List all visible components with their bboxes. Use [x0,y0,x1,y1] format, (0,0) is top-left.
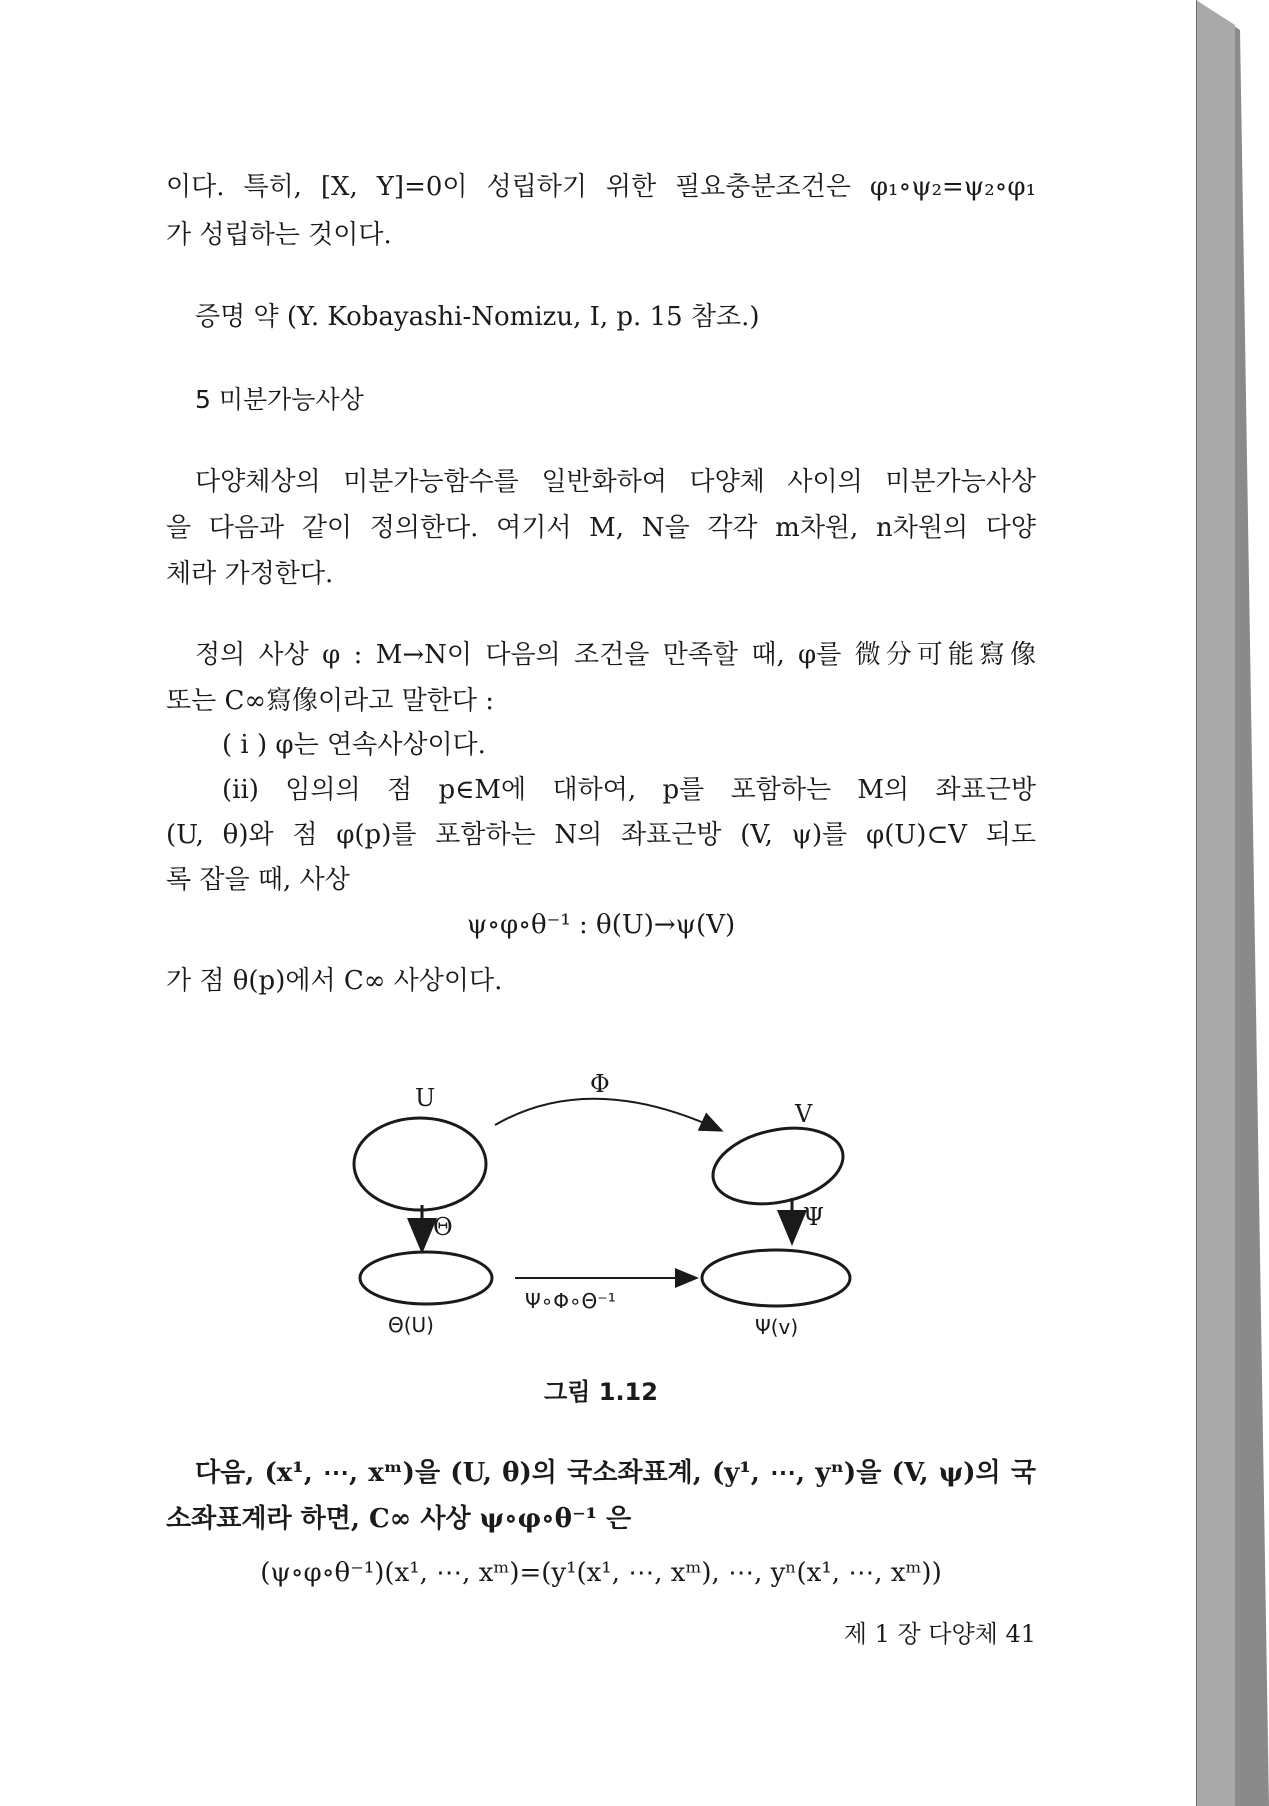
label-Phi: Φ [590,1070,610,1098]
label-ThetaU: Θ(U) [388,1313,434,1337]
set-U-ellipse [354,1118,486,1210]
text-line: 소좌표계라 하면, C∞ 사상 ψ∘φ∘θ⁻¹ 은 [166,1504,632,1534]
label-U: U [415,1084,436,1112]
text-line: 록 잡을 때, 사상 [166,865,350,895]
section-heading: 5 미분가능사상 [195,385,364,414]
text-line: 이다. 특히, [X, Y]=0이 성립하기 위한 필요충분조건은 φ₁∘ψ₂=ψ₂∘φ₁ [166,172,1036,202]
definition-line: 정의 사상 φ : M→N이 다음의 조건을 만족할 때, φ를 微分可能寫像 [195,640,1036,670]
text-line: 가 성립하는 것이다. [166,220,392,250]
proof-note: 증명 약 (Y. Kobayashi-Nomizu, I, p. 15 참조.) [195,302,760,332]
label-V: V [795,1100,813,1128]
label-Theta: Θ [433,1213,453,1241]
figure-caption: 그림 1.12 [544,1378,658,1406]
text-line: (U, θ)와 점 φ(p)를 포함하는 N의 좌표근방 (V, ψ)를 φ(U)⊂V 되도 [166,820,1036,850]
text-line: 체라 가정한다. [166,559,334,589]
label-Psi: Ψ [803,1203,825,1231]
formula: ψ∘φ∘θ⁻¹ : θ(U)→ψ(V) [466,910,736,940]
set-PsiV-ellipse [702,1250,850,1306]
page-footer: 제 1 장 다양체 41 [843,1620,1036,1648]
condition-item: (ii) 임의의 점 p∈M에 대하여, p를 포함하는 M의 좌표근방 [222,775,1036,805]
text-line: 을 다음과 같이 정의한다. 여기서 M, N을 각각 m차원, n차원의 다양 [166,513,1036,543]
phi-arrow [495,1099,720,1130]
text-line: 다양체상의 미분가능함수를 일반화하여 다양체 사이의 미분가능사상 [195,467,1036,497]
label-composite: Ψ∘Φ∘Θ⁻¹ [525,1289,616,1313]
set-V-ellipse [706,1117,850,1215]
set-ThetaU-ellipse [360,1252,492,1304]
text-line: 가 점 θ(p)에서 C∞ 사상이다. [166,966,503,996]
label-PsiV: Ψ(v) [755,1315,799,1339]
text-line: 다음, (x¹, ⋯, xᵐ)을 (U, θ)의 국소좌표계, (y¹, ⋯, yⁿ)을 (V, ψ)의 국 [195,1458,1036,1488]
mapping-diagram [340,1070,870,1360]
text-line: 또는 C∞寫像이라고 말한다 : [166,686,495,716]
formula: (ψ∘φ∘θ⁻¹)(x¹, ⋯, xᵐ)=(y¹(x¹, ⋯, xᵐ), ⋯, yⁿ(x¹, ⋯, xᵐ)) [260,1558,942,1588]
condition-item: ( i ) φ는 연속사상이다. [222,730,486,760]
